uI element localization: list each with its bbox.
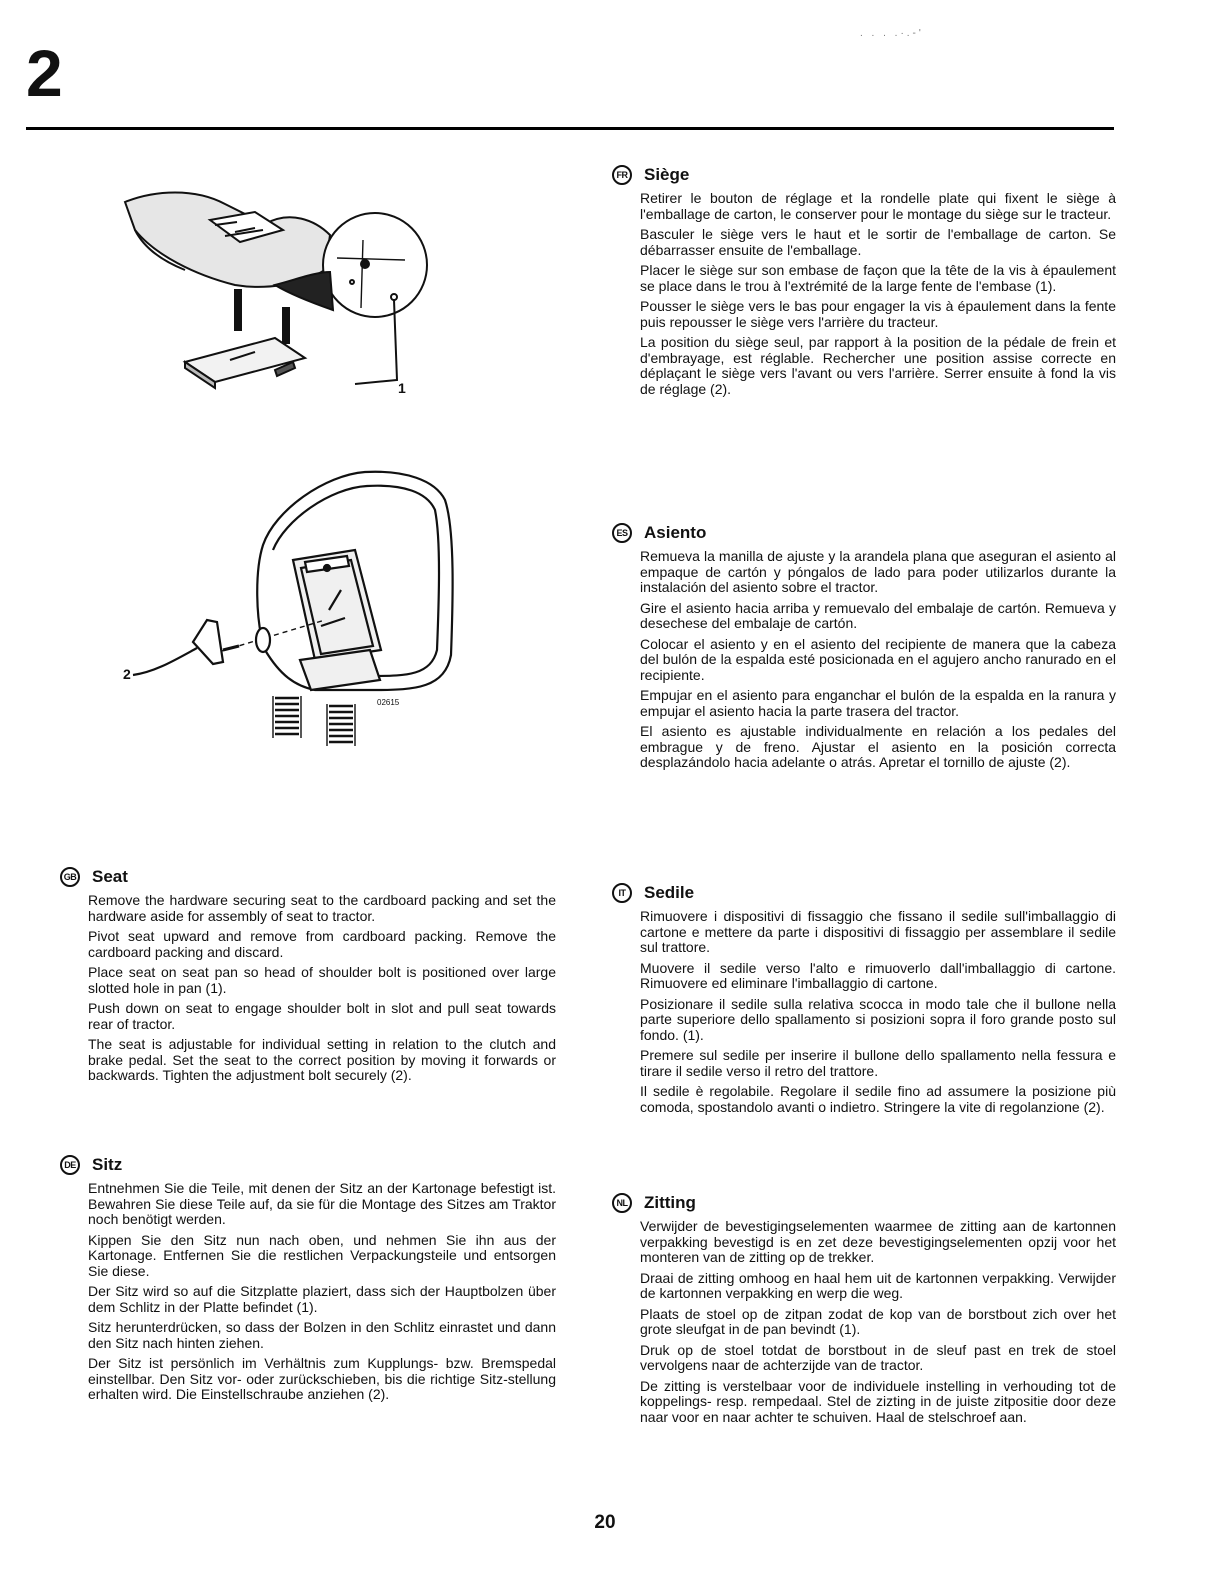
section-nl-title: Zitting: [644, 1193, 696, 1212]
section-gb-title: Seat: [92, 867, 128, 886]
paragraph: Der Sitz wird so auf die Sitzplatte plaziert, dass sich der Hauptbolzen über dem Schlitz in der Platte befindet (1).: [88, 1283, 556, 1315]
section-es-body: [612, 549, 1116, 771]
section-gb-body: [60, 893, 556, 1084]
paragraph: Pivot seat upward and remove from cardboard packing. Remove the cardboard packing and discard.: [88, 928, 556, 960]
section-nl-header: [612, 1190, 1116, 1216]
paragraph: Draai de zitting omhoog en haal hem uit de kartonnen verpakking. Verwijder de kartonnen verpakking en werp die weg.: [640, 1269, 1116, 1301]
paragraph: Muovere il sedile verso l'alto e rimuoverlo dall'imballaggio di cartone. Rimuovere ed eliminare l'imballaggio di cartone.: [640, 959, 1116, 991]
page-number: 20: [594, 1512, 616, 1533]
adjustment-knob-illustration: [115, 450, 470, 750]
flag-it-badge: IT: [612, 883, 632, 903]
paragraph: Retirer le bouton de réglage et la rondelle plate qui fixent le siège à l'emballage de carton, le conserver pour le montage du siège sur le tracteur.: [640, 190, 1116, 222]
section-fr-title: Siège: [644, 165, 690, 184]
flag-es-badge: ES: [612, 523, 632, 543]
paragraph: El asiento es ajustable individualmente en relación a los pedales del embrague y de freno. Ajustar el asiento en la posición correcta desplazándolo hacia adelante o atrás. Apretar el tornillo de ajuste (2).: [640, 723, 1116, 770]
paragraph: Posizionare il sedile sulla relativa scocca in modo tale che il bullone nella parte superiore dello spallamento si posizioni sopra il foro grande posto sul fondo. (1).: [640, 995, 1116, 1043]
flag-nl-badge: NL: [612, 1193, 632, 1213]
figure-adjustment-knob: [115, 450, 470, 750]
paragraph: Place seat on seat pan so head of shoulder bolt is positioned over large slotted hole in pan (1).: [88, 964, 556, 996]
paragraph: Empujar en el asiento para enganchar el bulón de la espalda en la ranura y empujar el asiento hacia la parte trasera del tractor.: [640, 687, 1116, 719]
scan-artifact: . . . .·.-': [860, 28, 924, 39]
paragraph: Plaats de stoel op de zitpan zodat de kop van de borstbout zich over het grote sleufgat in de pan bevindt (1).: [640, 1305, 1116, 1337]
section-it-header: [612, 880, 1116, 906]
flag-de-badge: DE: [60, 1155, 80, 1175]
section-it-title: Sedile: [644, 883, 695, 902]
paragraph: Placer le siège sur son embase de façon que la tête de la vis à épaulement se place dans le trou à l'extrémité de la large fente de l'embase (1).: [640, 262, 1116, 294]
figure-seat-assembly: [115, 190, 435, 405]
section-nl-body: [612, 1219, 1116, 1425]
section-de: [60, 1152, 556, 1408]
paragraph: De zitting is verstelbaar voor de individuele instelling in verhouding tot de koppelings- resp. rempedaal. Stel de zizting in de juiste zitpositie door deze naar voor en naar achter te schuiven. Haal de stelschroef aan.: [640, 1377, 1116, 1425]
paragraph: Entnehmen Sie die Teile, mit denen der Sitz an der Kartonage befestigt ist. Bewahren Sie diese Teile auf, da sie für die Montage des Sitzes am Traktor noch benötigt werden.: [88, 1180, 556, 1227]
section-es-title: Asiento: [644, 523, 707, 542]
chapter-number: 2: [26, 36, 63, 110]
paragraph: Kippen Sie den Sitz nun nach oben, und nehmen Sie ihn aus der Kartonage. Entfernen Sie die restlichen Verpackungsteile und entsorgen Sie diese.: [88, 1231, 556, 1279]
paragraph: Colocar el asiento y en el asiento del recipiente de manera que la cabeza del bulón de la espalda esté posicionada en el agujero ancho ranurado en el recipiente.: [640, 635, 1116, 683]
seat-assembly-illustration: [115, 190, 435, 405]
paragraph: Druk op de stoel totdat de borstbout in de sleuf past en trek de stoel vervolgens naar de achterzijde van de tractor.: [640, 1341, 1116, 1373]
section-de-body: [60, 1181, 556, 1403]
section-es: [612, 520, 1116, 776]
section-gb-header: [60, 864, 556, 890]
flag-gb-badge: GB: [60, 867, 80, 887]
section-fr: [612, 162, 1116, 402]
paragraph: Rimuovere i dispositivi di fissaggio che fissano il sedile sull'imballaggio di cartone e mettere da parte i dispositivi di fissaggio per assemblare il sedile sul trattore.: [640, 908, 1116, 955]
paragraph: Premere sul sedile per inserire il bullone dello spallamento nella fessura e tirare il sedile verso il retro del trattore.: [640, 1047, 1116, 1079]
figure-code: 02615: [377, 698, 400, 707]
section-fr-body: [612, 191, 1116, 397]
paragraph: La position du siège seul, par rapport à la position de la pédale de frein et d'embrayage, est réglable. Rechercher une position assise correcte en déplaçant le siège vers l'avant ou vers l'arrière. Serrer ensuite à fond la vis de réglage (2).: [640, 334, 1116, 397]
paragraph: Gire el asiento hacia arriba y remuevalo del embalaje de cartón. Remueva y desechese del embalaje de cartón.: [640, 599, 1116, 631]
section-nl: [612, 1190, 1116, 1430]
section-de-title: Sitz: [92, 1155, 123, 1174]
paragraph: Il sedile è regolabile. Regolare il sedile fino ad assumere la posizione più comoda, spostandolo avanti o indietro. Stringere la vite di regolanzione (2).: [640, 1083, 1116, 1115]
callout-2: 2: [123, 666, 131, 682]
header-rule: [26, 127, 1114, 130]
paragraph: The seat is adjustable for individual setting in relation to the clutch and brake pedal. Set the seat to the correct position by moving it forwards or backwards. Tighten the adjustment bolt securely (2).: [88, 1036, 556, 1083]
paragraph: Remueva la manilla de ajuste y la arandela plana que aseguran el asiento al empaque de cartón y póngalos de lado para poder utilizarlos durante la instalación del asiento sobre el tractor.: [640, 548, 1116, 595]
section-it: [612, 880, 1116, 1120]
callout-1: 1: [398, 380, 406, 396]
paragraph: Der Sitz ist persönlich im Verhältnis zum Kupplungs- bzw. Bremspedal einstellbar. Den Sitz vor- oder zurückschieben, bis die richtige Sitz-stellung erhalten wird. Die Einstellschraube anziehen (2).: [88, 1355, 556, 1402]
paragraph: Pousser le siège vers le bas pour engager la vis à épaulement dans la fente puis repousser le siège vers l'arrière du tracteur.: [640, 298, 1116, 330]
flag-fr-badge: FR: [612, 165, 632, 185]
paragraph: Push down on seat to engage shoulder bolt in slot and pull seat towards rear of tractor.: [88, 1000, 556, 1032]
section-de-header: [60, 1152, 556, 1178]
paragraph: Basculer le siège vers le haut et le sortir de l'emballage de carton. Se débarrasser ensuite de l'emballage.: [640, 226, 1116, 258]
paragraph: Remove the hardware securing seat to the cardboard packing and set the hardware aside for assembly of seat to tractor.: [88, 892, 556, 924]
section-it-body: [612, 909, 1116, 1115]
section-fr-header: [612, 162, 1116, 188]
paragraph: Verwijder de bevestigingselementen waarmee de zitting aan de kartonnen verpakking bevestigd is en zet deze bevestigingselementen opzij voor het monteren van de zitting op de trekker.: [640, 1218, 1116, 1265]
paragraph: Sitz herunterdrücken, so dass der Bolzen in den Schlitz einrastet und dann den Sitz nach hinten ziehen.: [88, 1319, 556, 1351]
section-es-header: [612, 520, 1116, 546]
section-gb: [60, 864, 556, 1089]
